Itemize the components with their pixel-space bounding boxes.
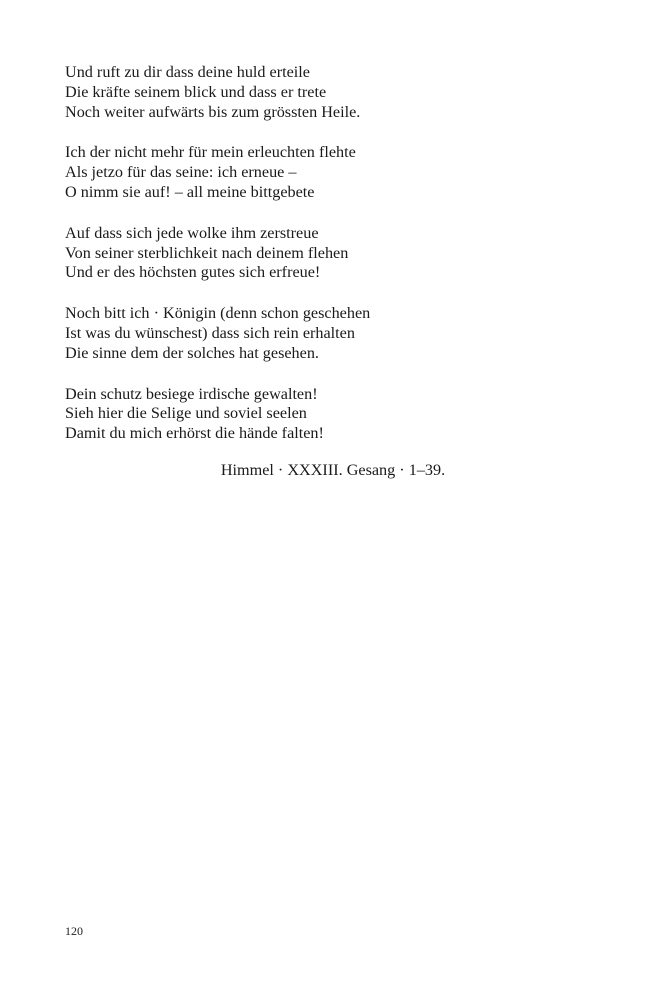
poem-text — [65, 63, 605, 465]
verse-line: Die sinne dem der solches hat gesehen. — [65, 343, 319, 362]
verse-line: Sieh hier die Selige und soviel seelen — [65, 404, 307, 423]
verse-line: Und ruft zu dir dass deine huld erteile — [65, 63, 310, 81]
verse-line: Die kräfte seinem blick und dass er trete — [65, 82, 327, 101]
verse-line: Von seiner sterblichkeit nach deinem flehen — [65, 243, 349, 262]
verse-line: Damit du mich erhörst die hände falten! — [65, 424, 324, 443]
stanza — [65, 304, 605, 363]
verse-line: Noch weiter aufwärts bis zum grössten Heile. — [65, 102, 361, 121]
verse-line: Ich der nicht mehr für mein erleuchten flehte — [65, 143, 356, 162]
stanza — [65, 143, 605, 202]
verse-line: Noch bitt ich · Königin (denn schon geschehen — [65, 304, 371, 323]
verse-line: Und er des höchsten gutes sich erfreue! — [65, 263, 321, 282]
verse-line: Ist was du wünschest) dass sich rein erhalten — [65, 323, 355, 342]
stanza — [65, 224, 605, 283]
verse-line: Als jetzo für das seine: ich erneue – — [65, 163, 297, 182]
verse-line: O nimm sie auf! – all meine bittgebete — [65, 182, 315, 201]
source-citation: Himmel · XXXIII. Gesang · 1–39. — [220, 461, 446, 479]
verse-line: Auf dass sich jede wolke ihm zerstreue — [65, 223, 319, 242]
stanza — [65, 385, 605, 444]
verse-line: Dein schutz besiege irdische gewalten! — [65, 384, 318, 403]
page-number: 120 — [65, 924, 83, 938]
stanza — [65, 63, 605, 122]
